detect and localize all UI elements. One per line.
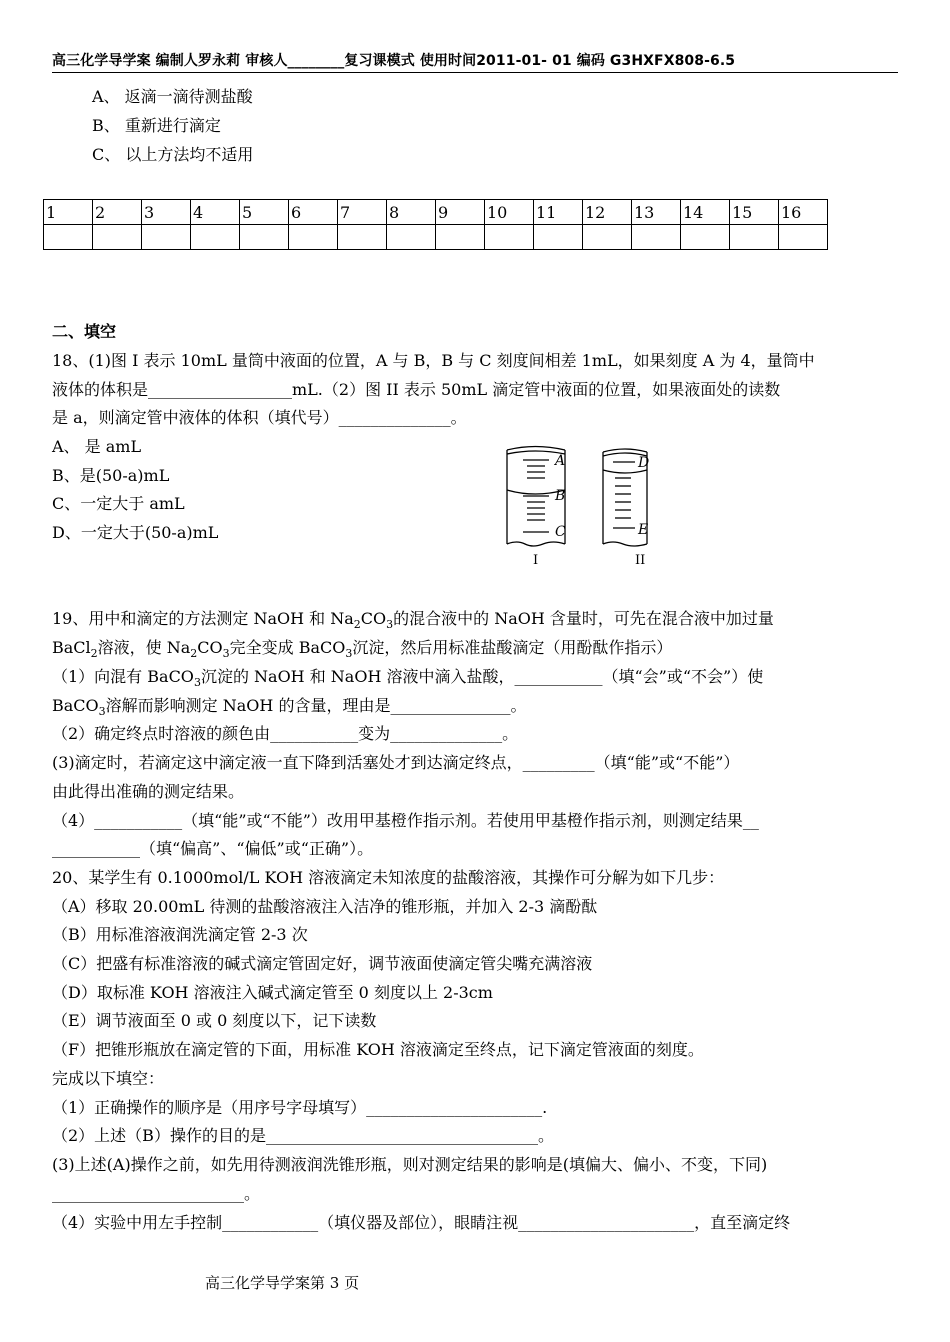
answer-blank-cell[interactable] <box>485 225 534 250</box>
q20-question-4: （4）实验中用左手控制____________（填仪器及部位），眼睛注视______________________，直至滴定终 <box>52 1213 791 1232</box>
answer-blank-cell[interactable] <box>436 225 485 250</box>
label-d: D <box>638 455 650 471</box>
text: 溶解而影响测定 NaOH 的含量，理由是_______________。 <box>105 696 527 715</box>
q18-option-c: C、一定大于 amL <box>52 494 185 513</box>
answer-table <box>43 199 828 250</box>
answer-blank-cell[interactable] <box>191 225 240 250</box>
answer-header-cell: 4 <box>191 200 240 225</box>
q18-option-b: B、是(50-a)mL <box>52 466 170 485</box>
answer-blank-cell[interactable] <box>583 225 632 250</box>
answer-header-cell: 3 <box>142 200 191 225</box>
text: 溶液，使 Na <box>97 638 191 657</box>
q19-part-1-cont <box>52 696 527 719</box>
text: BaCl <box>52 638 91 657</box>
label-a: A <box>555 453 566 469</box>
q19-part-3: (3)滴定时，若滴定这中滴定液一直下降到活塞处才到达滴定终点，_________（填“能”或“不能”） <box>52 753 740 772</box>
answer-blank-cell[interactable] <box>93 225 142 250</box>
q20-step-a: （A）移取 20.00mL 待测的盐酸溶液注入洁净的锥形瓶，并加入 2-3 滴酚酞 <box>52 897 598 916</box>
option-a: A、 返滴一滴待测盐酸 <box>92 87 253 106</box>
answer-header-cell: 10 <box>485 200 534 225</box>
answer-header-cell: 2 <box>93 200 142 225</box>
answer-blank-cell[interactable] <box>289 225 338 250</box>
answer-blank-cell[interactable] <box>44 225 93 250</box>
text: 完全变成 BaCO <box>229 638 346 657</box>
answer-blank-cell[interactable] <box>632 225 681 250</box>
label-ii: II <box>635 553 646 568</box>
q19-line-1 <box>52 609 774 632</box>
q20-question-3-cont: ________________________。 <box>52 1184 261 1203</box>
q20-question-3: (3)上述(A)操作之前，如先用待测液润洗锥形瓶，则对测定结果的影响是(填偏大、偏小、不变，下同) <box>52 1155 768 1174</box>
text: 的混合液中的 NaOH 含量时，可先在混合液中加过量 <box>393 609 774 628</box>
answer-blank-cell[interactable] <box>338 225 387 250</box>
label-c: C <box>555 524 566 540</box>
q18-option-a: A、 是 amL <box>52 437 142 456</box>
q19-part-1 <box>52 667 764 690</box>
q18-line-2: 液体的体积是__________________mL.（2）图 II 表示 50mL 滴定管中液面的位置，如果液面处的读数 <box>52 380 781 399</box>
subscript: 3 <box>98 705 106 719</box>
subscript: 2 <box>190 647 198 661</box>
answer-header-cell: 8 <box>387 200 436 225</box>
text: CO <box>197 638 223 657</box>
answer-header-cell: 5 <box>240 200 289 225</box>
answer-blank-cell[interactable] <box>387 225 436 250</box>
subscript: 3 <box>345 647 353 661</box>
answer-table-header-row <box>44 200 828 225</box>
label-b: B <box>555 488 566 504</box>
subscript: 3 <box>386 618 394 632</box>
text: BaCO <box>52 696 99 715</box>
label-e: E <box>638 522 649 538</box>
q20-step-e: （E）调节液面至 0 或 0 刻度以下，记下读数 <box>52 1011 377 1030</box>
subscript: 3 <box>222 647 230 661</box>
q19-line-2 <box>52 638 673 661</box>
text: CO <box>360 609 387 628</box>
answer-table-blank-row <box>44 225 828 250</box>
answer-blank-cell[interactable] <box>779 225 828 250</box>
q20-step-c: （C）把盛有标准溶液的碱式滴定管固定好，调节液面使滴定管尖嘴充满溶液 <box>52 954 593 973</box>
q19-part-3-cont: 由此得出准确的测定结果。 <box>52 782 245 801</box>
q20-question-1: （1）正确操作的顺序是（用序号字母填写）______________________. <box>52 1098 548 1117</box>
option-c: C、 以上方法均不适用 <box>92 145 254 164</box>
section-title: 二、填空 <box>52 322 117 341</box>
answer-header-cell: 1 <box>44 200 93 225</box>
label-i: I <box>533 553 539 568</box>
answer-blank-cell[interactable] <box>681 225 730 250</box>
answer-header-cell: 15 <box>730 200 779 225</box>
answer-header-cell: 16 <box>779 200 828 225</box>
answer-header-cell: 7 <box>338 200 387 225</box>
answer-header-cell: 13 <box>632 200 681 225</box>
q18-line-3: 是 a，则滴定管中液体的体积（填代号）______________。 <box>52 408 467 427</box>
q18-line-1: 18、(1)图 I 表示 10mL 量筒中液面的位置，A 与 B，B 与 C 刻度间相差 1mL，如果刻度 A 为 4，量筒中 <box>52 351 815 370</box>
subscript: 2 <box>90 647 98 661</box>
q18-option-d: D、一定大于(50-a)mL <box>52 523 219 542</box>
answer-blank-cell[interactable] <box>730 225 779 250</box>
q20-intro: 20、某学生有 0.1000mol/L KOH 溶液滴定未知浓度的盐酸溶液，其操作可分解为如下几步： <box>52 868 725 887</box>
page-footer: 高三化学导学案第 3 页 <box>205 1274 360 1292</box>
answer-header-cell: 11 <box>534 200 583 225</box>
answer-blank-cell[interactable] <box>240 225 289 250</box>
subscript: 3 <box>193 676 201 690</box>
answer-header-cell: 6 <box>289 200 338 225</box>
q19-part-4-cont: ___________（填“偏高”、“偏低”或“正确”）。 <box>52 839 374 858</box>
answer-blank-cell[interactable] <box>534 225 583 250</box>
text: 19、用中和滴定的方法测定 NaOH 和 Na <box>52 609 354 628</box>
answer-blank-cell[interactable] <box>142 225 191 250</box>
q19-part-2: （2）确定终点时溶液的颜色由___________变为______________。 <box>52 724 519 743</box>
answer-header-cell: 14 <box>681 200 730 225</box>
answer-header-cell: 12 <box>583 200 632 225</box>
q20-step-f: （F）把锥形瓶放在滴定管的下面，用标准 KOH 溶液滴定至终点，记下滴定管液面的刻度。 <box>52 1040 704 1059</box>
subscript: 2 <box>353 618 361 632</box>
q20-step-b: （B）用标准溶液润洗滴定管 2-3 次 <box>52 925 308 944</box>
answer-header-cell: 9 <box>436 200 485 225</box>
q20-question-2: （2）上述（B）操作的目的是__________________________________。 <box>52 1126 554 1145</box>
page-header: 高三化学导学案 编制人罗永莉 审核人________复习课模式 使用时间2011-01- 01 编码 G3HXFX808-6.5 <box>52 50 898 73</box>
text: 沉淀的 NaOH 和 NaOH 溶液中滴入盐酸，___________（填“会”或“不会”）使 <box>200 667 764 686</box>
text: 沉淀，然后用标准盐酸滴定（用酚酞作指示） <box>352 638 673 657</box>
text: （1）向混有 BaCO <box>52 667 194 686</box>
option-b: B、 重新进行滴定 <box>92 116 221 135</box>
q19-part-4: （4）___________（填“能”或“不能”）改用甲基橙作指示剂。若使用甲基橙作指示剂，则测定结果__ <box>52 811 759 830</box>
q20-step-d: （D）取标准 KOH 溶液注入碱式滴定管至 0 刻度以上 2-3cm <box>52 983 493 1002</box>
q20-complete: 完成以下填空： <box>52 1069 165 1088</box>
measuring-cylinder-figure <box>495 440 675 570</box>
